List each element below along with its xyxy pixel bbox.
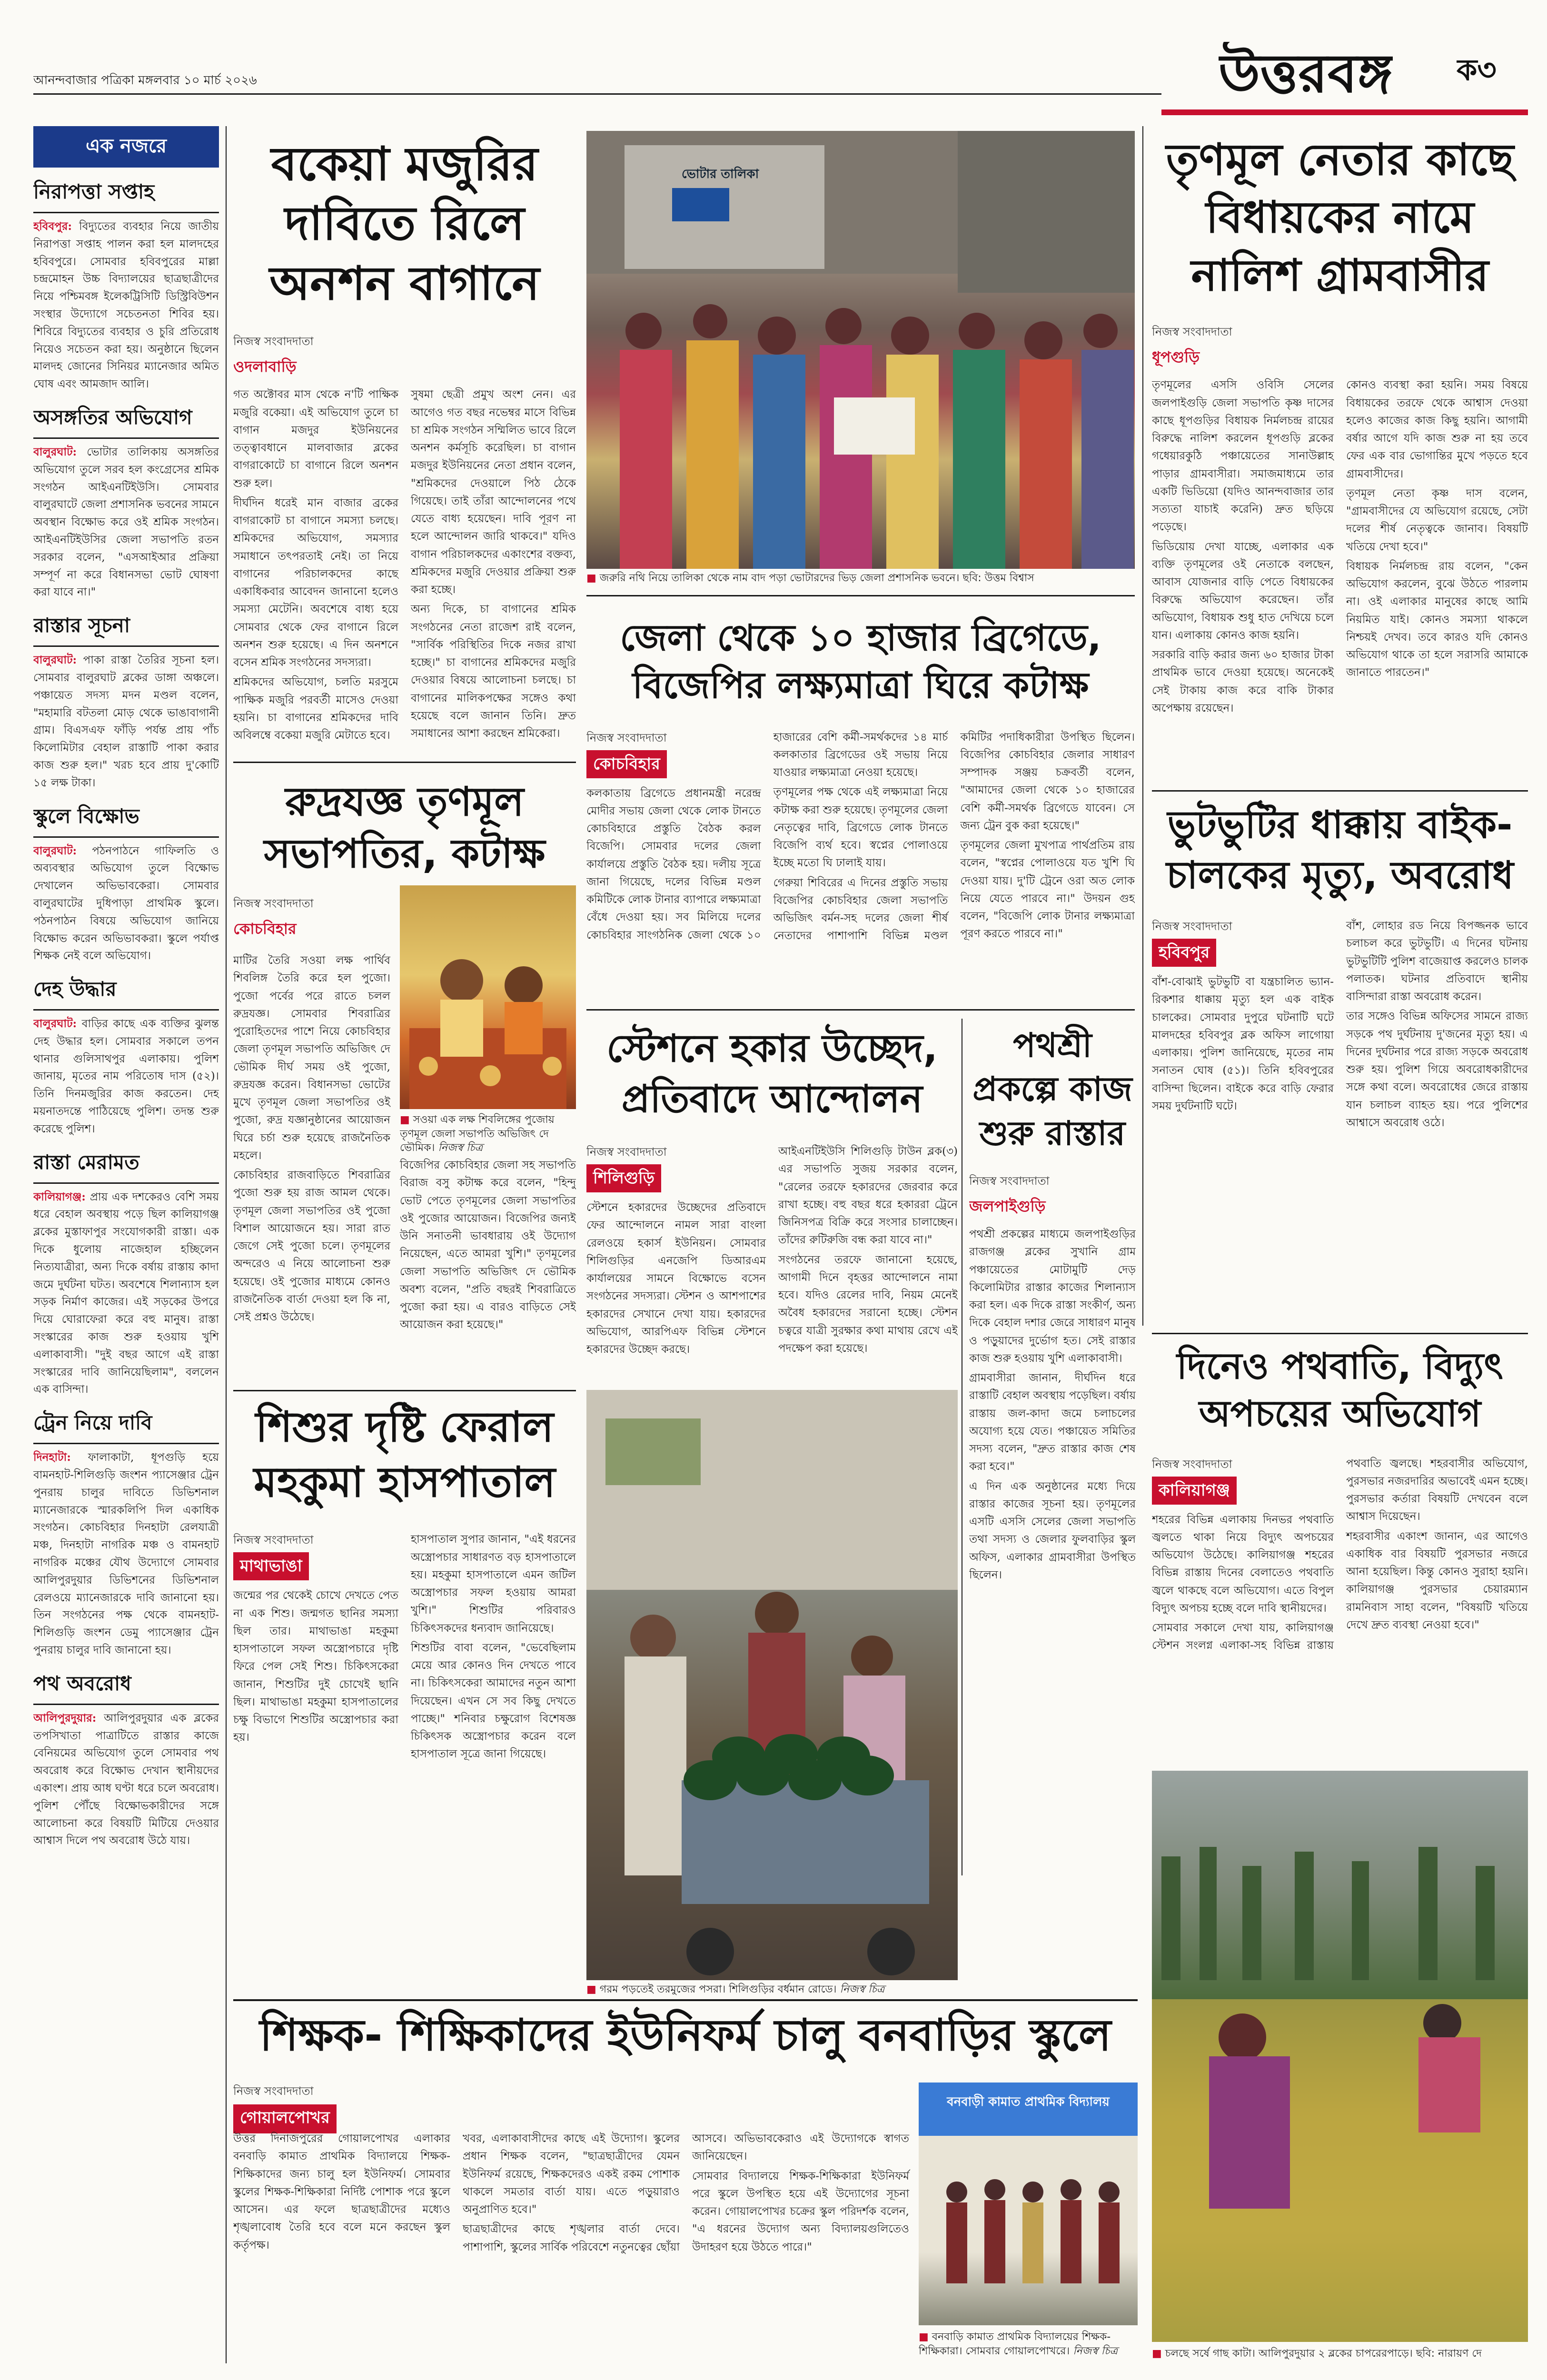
- field-illustration: [1152, 1771, 1528, 2342]
- paragraph: পথশ্রী প্রকল্পের মাধ্যমে জলপাইগুড়ির রাজগঞ্জ ব্লকের সুখানি গ্রাম পঞ্চায়েতের মোটামুটি দেড় কিলোমিটার রাস্তার কাজের শিলান্যাস করা হল। এক দিকে রাস্তা সংকীর্ণ, অন্য দিকে বেহাল দশার জেরে সাধারণ মানুষ ও পড়ুয়াদের দুর্ভোগ হত। সেই রাস্তার কাজ শুরু হওয়ায় খুশি এলাকাবাসী।: [969, 1228, 1136, 1365]
- dateline: গোয়ালপোখর: [233, 2104, 337, 2133]
- photo-shiva-puja: [400, 885, 576, 1109]
- crowd-illustration: [586, 131, 1135, 569]
- brief-location: বালুরঘাট:: [33, 445, 77, 458]
- byline: নিজস্ব সংবাদদাতা: [586, 1145, 667, 1159]
- brief-location: হবিবপুর:: [33, 220, 72, 233]
- section-rule: [233, 1390, 576, 1391]
- brief-item: [33, 973, 219, 1138]
- brief-location: কালিয়াগঞ্জ:: [33, 1190, 86, 1203]
- paragraph: তৃণমূলের জেলা মুখপাত্র পার্থপ্রতিম রায় বলেন, "স্বপ্নের পোলাওয়ে যত খুশি ঘি দেওয়া যায়। দু'টি ট্রেনে ওরা অত লোক নিয়ে যেতে পারবে না।" উদয়ন গুহ বলেন, "বিজেপি লোক টানার লক্ষ্যমাত্রা পূরণ করতে পারবে না।": [960, 839, 1135, 941]
- caption-credit: নিজস্ব চিত্র: [438, 1142, 483, 1154]
- article-body: [586, 1143, 958, 1376]
- brief-text: আলিপুরদুয়ার এক ব্লকের তপসিখাতা পাত্রাটিতে রাস্তার কাজে বেনিয়মের অভিযোগ তুলে সোমবার পথ অবরোধ করে বিক্ষোভ দেখান স্থানীয়দের একাংশ। প্রায় আধ ঘণ্টা ধরে চলে অবরোধ। পুলিশ পৌঁছে বিক্ষোভকারীদের সঙ্গে আলোচনা করে বিষয়টি মিটিয়ে দেওয়ার আশ্বাস দিলে পথ অবরোধ উঠে যায়।: [33, 1712, 219, 1847]
- article-teacher-uniform: [233, 2006, 1138, 2378]
- article-body-right: [400, 1157, 576, 1380]
- article-body: [1152, 377, 1528, 788]
- article-body-left: [233, 952, 390, 1380]
- dateline: হবিবপুর: [1152, 939, 1216, 967]
- photo-caption: ■ চলছে সর্ষে গাছ কাটা। আলিপুরদুয়ার ২ ব্লকের চাপরেরপাড়ে। ছবি: নারায়ণ দে: [1152, 2348, 1482, 2360]
- headline: শিশুর দৃষ্টি ফেরাল মহকুমা হাসপাতাল: [254, 1402, 555, 1507]
- paragraph: কোচবিহার রাজবাড়িতে শিবরাত্রির পুজো শুরু হয় রাজ আমল থেকে। তৃণমূল জেলা সভাপতির ওই পুজো বিশাল আয়োজনে হয়। সারা রাত জেগে সেই পুজো চলে। তৃণমূলের অন্দরেও এ নিয়ে আলোচনা শুরু হয়েছে। ওই পুজোর মাধ্যমে কোনও রাজনৈতিক বার্তা দেওয়া হল কি না, সেই প্রশ্নও উঠেছে।: [233, 1169, 390, 1323]
- headline: রুদ্রযজ্ঞ তৃণমূল সভাপতির, কটাক্ষ: [264, 778, 545, 877]
- headline: পথশ্রী প্রকল্পে কাজ শুরু রাস্তার: [972, 1026, 1132, 1153]
- headline: তৃণমূল নেতার কাছে বিধায়কের নামে নালিশ গ্রামবাসীর: [1166, 134, 1514, 301]
- brief-location: দিনহাটা:: [33, 1451, 71, 1464]
- byline-block: [233, 895, 390, 948]
- caption-text: গরম পড়তেই তরমুজের পসরা। শিলিগুড়ির বর্ধমান রোডে।: [599, 1983, 837, 1995]
- article-body: [969, 1226, 1136, 1844]
- brief-text: ফালাকাটা, ধূপগুড়ি হয়ে বামনহাট-শিলিগুড়ি জংশন প্যাসেঞ্জার ট্রেন পুনরায় চালুর দাবিতে ডিভিশনাল ম্যানেজারকে স্মারকলিপি দিল একাধিক সংগঠন। কোচবিহার দিনহাটা রেলযাত্রী মঞ্চ, দিনহাটা নাগরিক মঞ্চ ও বামনহাট নাগরিক মঞ্চের যৌথ উদ্যোগে সোমবার আলিপুরদুয়ার ডিভিশনের ডিভিশনাল রেলওয়ে ম্যানেজারকে দাবি জানানো হয়। তিন সংগঠনের পক্ষ থেকে বামনহাট-শিলিগুড়ি জংশন ডেমু প্যাসেঞ্জার ট্রেন পুনরায় চালুর দাবি জানানো হয়।: [33, 1451, 219, 1656]
- paragraph: শ্রমিকদের অভিযোগ, চলতি মরসুমে পাক্ষিক মজুরি পরবর্তী মাসেও দেওয়া হয়নি। চা বাগানের শ্রমিকদের দাবি অবিলম্বে বকেয়া মজুরি মেটাতে হবে।: [233, 676, 398, 742]
- headline: স্টেশনে হকার উচ্ছেদ, প্রতিবাদে আন্দোলন: [606, 1026, 938, 1121]
- paragraph: সরকারি বাড়ি করার জন্য ৬০ হাজার টাকা প্রাথমিক ভাবে দেওয়া হয়েছে। অনেকেই সেই টাকায় কাজ করে বাকি টাকার অপেক্ষায় রয়েছেন।: [1152, 649, 1334, 714]
- caption-text: জরুরি নথি নিয়ে তালিকা থেকে নাম বাদ পড়া ভোটারদের ভিড় জেলা প্রশাসনিক ভবনে।: [599, 572, 960, 584]
- paragraph: স্টেশনে হকারদের উচ্ছেদের প্রতিবাদে ফের আন্দোলনে নামল সারা বাংলা রেলওয়ে হকার্স ইউনিয়ন। সোমবার শিলিগুড়ির এনজেপি ডিআরএম কার্যালয়ের সামনে বিক্ষোভে বসেন সংগঠনের সদস্যরা। স্টেশন ও আশপাশের হকারদের সেখানে দেখা যায়। হকারদের অভিযোগ, আরপিএফ বিভিন্ন স্টেশনে হকারদের উচ্ছেদ করছে।: [586, 1201, 766, 1356]
- brief-item: [33, 801, 219, 965]
- paper-date: আনন্দবাজার পত্রিকা মঙ্গলবার ১০ মার্চ ২০২৬: [33, 73, 257, 88]
- paragraph: সুষমা ছেত্রী প্রমুখ অংশ নেন। এর আগেও গত বছর নভেম্বর মাসে বিভিন্ন চা শ্রমিক সংগঠন সম্মিলিত ভাবে রিলে অনশন কর্মসূচি করেছিল। চা বাগান মজদুর ইউনিয়নের নেতা প্রধান বলেন, "শ্রমিকদের দেওয়ালে পিঠ ঠেকে গিয়েছে। তাই তাঁরা আন্দোলনের পথে যেতে বাধ্য হয়েছেন। দাবি পূরণ না হলে আন্দোলন জারি থাকবে।" যদিও বাগান পরিচালকদের একাংশের বক্তব্য, শ্রমিকদের মজুরি দেওয়ার প্রক্রিয়া শুরু করা হচ্ছে।: [411, 388, 576, 596]
- paragraph: খবর, এলাকাবাসীদের কাছে এই উদ্যোগ। স্কুলের প্রধান শিক্ষক বলেন, "ছাত্রছাত্রীদের যেমন ইউনিফর্ম রয়েছে, শিক্ষকদেরও একই রকম পোশাক থাকলে সমতার বার্তা যায়। এতে পড়ুয়ারাও অনুপ্রাণিত হবে।": [463, 2132, 680, 2216]
- brief-text: পাকা রাস্তা তৈরির সূচনা হল। সোমবার বালুরঘাট ব্লকের ডাঙ্গা অঞ্চলে। পঞ্চায়েত সদস্য মদন মণ্ডল বলেন, "মহামারি বটতলা মোড় থেকে ভাঙাবাগানী গ্রাম। বিএসএফ ফাঁড়ি পর্যন্ত প্রায় পাঁচ কিলোমিটার বেহাল রাস্তাটি পাকা করার কাজ শুরু হল।" খরচ হবে প্রায় দু'কোটি ১৫ লক্ষ টাকা।: [33, 654, 219, 789]
- section-title: উত্তরবঙ্গ: [1219, 43, 1393, 105]
- paragraph: আইএনটিইউসি শিলিগুড়ি টাউন ব্লক(৩) এর সভাপতি সুজয় সরকার বলেন, "রেলের তরফে হকারদের জেরবার করে রাখা হচ্ছে। বহু বছর ধরে হকাররা ট্রেনে জিনিসপত্র বিক্রি করে সংসার চালাচ্ছেন। তাঁদের রুটিরুজি বন্ধ করা যাবে না।": [778, 1145, 958, 1247]
- brief-item: [33, 610, 219, 792]
- caption-credit: নিজস্ব চিত্র: [1073, 2345, 1118, 2357]
- article-station-hawkers: [586, 1019, 958, 1380]
- article-hospital: [233, 1399, 576, 1980]
- brief-title: রাস্তার সূচনা: [33, 610, 219, 647]
- section-rule: [586, 595, 1135, 596]
- brief-text: প্রায় এক দশকেরও বেশি সময় ধরে বেহাল অবস্থায় পড়ে ছিল কালিয়াগঞ্জ ব্লকের মুস্তাফাপুর সংযোগকারী রাস্তা। এক দিকে ধুলোয় নাজেহাল হচ্ছিলেন নিত্যযাত্রীরা, অন্য দিকে বর্ষায় রাস্তায় কাদা জমে দুর্ঘটনা ঘটত। অবশেষে শিলান্যাস হল সড়ক নির্মাণ কাজের। এই সড়কের উপরে দিয়ে ঘোরাফেরা করে বহু মানুষ। রাস্তা সংস্কারের কাজ শুরু হওয়ায় খুশি এলাকাবাসী। "দুই বছর আগে এই রাস্তা সংস্কারের দাবি জানিয়েছিলাম", বললেন এক বাসিন্দা।: [33, 1190, 219, 1396]
- section-rule: [1152, 790, 1528, 792]
- headline: বকেয়া মজুরির দাবিতে রিলে অনশন বাগানে: [269, 137, 540, 311]
- article-tea-garden: [233, 131, 576, 759]
- brief-text: বাড়ির কাছে এক ব্যক্তির ঝুলন্ত দেহ উদ্ধার হল। সোমবার সকালে তপন থানার গুলিসাথপুর এলাকায়। পুলিশ জানায়, মৃতের নাম পরিতোষ দাস (৫২)। তিনি দিনমজুরির কাজ করতেন। দেহ ময়নাতদন্তে পাঠিয়েছে পুলিশ। তদন্ত শুরু করেছে পুলিশ।: [33, 1018, 219, 1135]
- photo-voter-queue: [586, 131, 1135, 569]
- brief-title: পথ অবরোধ: [33, 1668, 219, 1705]
- brief-location: বালুরঘাট:: [33, 1017, 77, 1031]
- section-rule: [1152, 1333, 1528, 1334]
- brief-item: [33, 1147, 219, 1399]
- dateline: শিলিগুড়ি: [586, 1164, 661, 1192]
- byline: নিজস্ব সংবাদদাতা: [1152, 920, 1232, 933]
- paragraph: শহরের বিভিন্ন এলাকায় দিনভর পথবাতি জ্বলতে থাকা নিয়ে বিদ্যুৎ অপচয়ের অভিযোগ উঠেছে। কালিয়াগঞ্জ শহরের বিভিন্ন রাস্তায় দিনের বেলাতেও পথবাতি জ্বলে থাকছে বলে অভিযোগ। এতে বিপুল বিদ্যুৎ অপচয় হচ্ছে বলে দাবি স্থানীয়দের।: [1152, 1513, 1334, 1615]
- caption-credit: ছবি: নারায়ণ দে: [1416, 2348, 1482, 2360]
- paragraph: ভিডিয়োয় দেখা যাচ্ছে, এলাকার এক ব্যক্তি তৃণমূলের ওই নেতাকে বলছেন, আবাস যোজনার বাড়ি পেতে বিধায়কের বিরুদ্ধে অভিযোগ করেছেন। তাঁর অভিযোগ, বিধায়ক শুধু হাত দেখিয়ে চলে যান। এলাকায় কোনও কাজ হয়নি।: [1152, 540, 1334, 642]
- dateline: ধূপগুড়ি: [1152, 348, 1200, 367]
- page-number: ক৩: [1457, 52, 1497, 87]
- paragraph: ছাত্রছাত্রীদের কাছে শৃঙ্খলার বার্তা দেবে। পাশাপাশি, স্কুলের সার্বিক পরিবেশে নতুনত্বের ছোঁয়া আসবে। অভিভাবকেরাও এই উদ্যোগকে স্বাগত জানিয়েছেন।: [463, 2132, 909, 2253]
- article-body: [1152, 917, 1528, 1312]
- brief-title: দেহ উদ্ধার: [33, 973, 219, 1011]
- article-body: [233, 2130, 909, 2378]
- paragraph: এ দিন এক অনুষ্ঠানের মধ্যে দিয়ে রাস্তার কাজের সূচনা হয়। তৃণমূলের এসটি এসসি সেলের জেলা সভাপতি তথা সদস্য ও জেলার ফুলবাড়ির স্কুল অফিস, এলাকার গ্রামবাসীরা উপস্থিত ছিলেন।: [969, 1480, 1136, 1581]
- byline: নিজস্ব সংবাদদাতা: [1152, 1457, 1232, 1471]
- caption-text: বনবাড়ি কামাত প্রাথমিক বিদ্যালয়ের শিক্ষক-শিক্ষিকারা। সোমবার গোয়ালপোখরে।: [919, 2331, 1111, 2357]
- photo-caption: ■ জরুরি নথি নিয়ে তালিকা থেকে নাম বাদ পড়া ভোটারদের ভিড় জেলা প্রশাসনিক ভবনে। ছবি: উত্তম বিশ্বাস: [586, 572, 1034, 584]
- masthead-red-bar: [1161, 109, 1528, 115]
- article-rudrajagna: [233, 771, 576, 1380]
- paragraph: কোনও ব্যবস্থা করা হয়নি। সময় বিষয়ে বিধায়কের তরফে থেকে আশ্বাস দেওয়া হলেও কাজের কাজ কিছু হয়নি। আগামী বর্ষার আগে যদি কাজ শুরু না হয় তবে ফের এক বার ভোগান্তির মুখে পড়তে হবে গ্রামবাসীদের।: [1346, 379, 1528, 480]
- photo-caption: ■ সওয়া এক লক্ষ শিবলিঙ্গের পুজোয় তৃণমূল জেলা সভাপতি অভিজিৎ দে ভৌমিক। নিজস্ব চিত্র: [400, 1114, 555, 1154]
- brief-item: [33, 1407, 219, 1659]
- brief-item: [33, 1668, 219, 1850]
- brief-text: বিদ্যুতের ব্যবহার নিয়ে জাতীয় নিরাপত্তা সপ্তাহ পালন করা হল মালদহের হবিবপুরে। সোমবার হবিবপুরের মাল্লা চন্দ্রমোহন উচ্চ বিদ্যালয়ের ছাত্রছাত্রীদের নিয়ে পশ্চিমবঙ্গ ইলেকট্রিসিটি ডিস্ট্রিবিউশন সংস্থার উদ্যোগে সচেতনতা শিবির হয়। শিবিরে বিদ্যুতের ব্যবহার ও চুরি প্রতিরোধ নিয়েও সচেতন করা হয়। অনুষ্ঠানে ছিলেন মালদহ জোনের সিনিয়র ম্যানেজার অমিত ঘোষ এবং আমজাদ আলি।: [33, 220, 219, 391]
- caption-text: চলছে সর্ষে গাছ কাটা। আলিপুরদুয়ার ২ ব্লকের চাপরেরপাড়ে।: [1165, 2348, 1413, 2360]
- puja-illustration: [400, 885, 576, 1109]
- paragraph: গ্রামবাসীরা জানান, দীর্ঘদিন ধরে রাস্তাটি বেহাল অবস্থায় পড়েছিল। বর্ষায় রাস্তায় জল-কাদা জমে চলাচলের অযোগ্য হয়ে যেত। পঞ্চায়েত সমিতির সদস্য বলেন, "দ্রুত রাস্তার কাজ শেষ করা হবে।": [969, 1372, 1136, 1473]
- byline: নিজস্ব সংবাদদাতা: [233, 897, 314, 910]
- teachers-illustration: [919, 2082, 1138, 2325]
- paragraph: বিজেপির কোচবিহার জেলা সহ সভাপতি বিরাজ বসু কটাক্ষ করে বলেন, "হিন্দু ভোট পেতে তৃণমূলের জেলা সভাপতির ওই পুজোর আয়োজন। বিজেপির জন্যই উনি সনাতনী ভাবধারায় ওই উদ্যোগ নিয়েছেন, এতে আমরা খুশি।" তৃণমূলের জেলা সভাপতি অভিজিৎ দে ভৌমিক অবশ্য বলেন, "প্রতি বছরই শিবরাত্রিতে পুজো করা হয়। এ বারও বাড়িতে সেই আয়োজন করা হয়েছে।": [400, 1159, 576, 1331]
- article-tmc-complaint: [1152, 131, 1528, 788]
- caption-text: সওয়া এক লক্ষ শিবলিঙ্গের পুজোয় তৃণমূল জেলা সভাপতি অভিজিৎ দে ভৌমিক।: [400, 1114, 555, 1154]
- brief-location: বালুরঘাট:: [33, 654, 77, 667]
- dateline: কোচবিহার: [233, 920, 297, 938]
- byline: নিজস্ব সংবাদদাতা: [233, 1533, 314, 1547]
- dateline: জলপাইগুড়ি: [969, 1197, 1046, 1216]
- paragraph: বাঁশ, লোহার রড নিয়ে বিপজ্জনক ভাবে চলাচল করে ভুটভুটি। এ দিনের ঘটনায় ভুটভুটিটি পুলিশ বাজেয়াপ্ত করলেও চালক পলাতক। ঘটনার প্রতিবাদে স্থানীয় বাসিন্দারা রাস্তা অবরোধ করেন।: [1346, 920, 1528, 1003]
- brief-item: [33, 176, 219, 393]
- paragraph: তৃণমূলের পক্ষ থেকে এই লক্ষ্যমাত্রা নিয়ে কটাক্ষ করা শুরু হয়েছে। তৃণমূলের জেলা নেতৃত্বের দাবি, ব্রিগেডে লোক টানতে বিজেপি ব্যর্থ হবে। স্বপ্নের পোলাওয়ে ইচ্ছে মতো ঘি ঢালাই যায়।: [773, 786, 948, 870]
- article-pathashree: [969, 1023, 1136, 1871]
- school-sign: বনবাড়ী কামাত প্রাথমিক বিদ্যালয়: [947, 2095, 1110, 2109]
- photo-sign-text: ভোটার তালিকা: [682, 167, 759, 181]
- dateline: মাথাভাঙা: [233, 1552, 309, 1580]
- article-body: [586, 729, 1135, 1000]
- column-rule: [226, 126, 227, 2363]
- stall-illustration: [586, 1390, 958, 1980]
- sidebar-header: এক নজরে: [33, 126, 219, 168]
- brief-text: ভোটার তালিকায় অসঙ্গতির অভিযোগ তুলে সরব হল কংগ্রেসের শ্রমিক সংগঠন আইএনটিইউসি। সোমবার বালুরঘাটে জেলা প্রশাসনিক ভবনের সামনে অবস্থান বিক্ষোভ করে ওই শ্রমিক সংগঠন। আইএনটিইউসির জেলা সভাপতি রতন সরকার বলেন, "এসআইআর প্রক্রিয়া সম্পূর্ণ না করে বিধানসভা ভোট ঘোষণা করা যাবে না।": [33, 446, 219, 599]
- brief-text: পঠনপাঠনে গাফিলতি ও অব্যবস্থার অভিযোগ তুলে বিক্ষোভ দেখালেন অভিভাবকেরা। সোমবার বালুরঘাটের দুধিপাড়া প্রাথমিক স্কুলে। পঠনপাঠন বিষয়ে অভিযোগ জানিয়ে বিক্ষোভ করেন অভিভাবকরা। স্কুলে পর্যাপ্ত শিক্ষক নেই বলে অভিযোগ।: [33, 844, 219, 962]
- photo-mustard-harvest: [1152, 1771, 1528, 2342]
- headline: দিনেও পথবাতি, বিদ্যুৎ অপচয়ের অভিযোগ: [1177, 1345, 1503, 1435]
- paragraph: তৃণমূল নেতা কৃষ্ণ দাস বলেন, "গ্রামবাসীদের যে অভিযোগ রয়েছে, সেটা দলের শীর্ষ নেতৃত্বকে জানাব। বিষয়টি খতিয়ে দেখা হবে।": [1346, 487, 1528, 553]
- byline: নিজস্ব সংবাদদাতা: [233, 2084, 314, 2098]
- paragraph: গেরুয়া শিবিরের এ দিনের প্রস্তুতি সভায় বিজেপির কোচবিহার জেলা সভাপতি অভিজিৎ বর্মন-সহ দলের জেলা শীর্ষ নেতাদের পাশাপাশি বিভিন্ন মণ্ডল কমিটির পদাধিকারীরা উপস্থিত ছিলেন। বিজেপির কোচবিহার জেলার সাধারণ সম্পাদক সঞ্জয় চক্রবর্তী বলেন, "আমাদের জেলা থেকে ১০ হাজারের বেশি কর্মী-সমর্থক ব্রিগেডে যাবেন। সে জন্য ট্রেন বুক করা হয়েছে।": [773, 731, 1135, 942]
- byline: নিজস্ব সংবাদদাতা: [233, 335, 314, 348]
- article-body: [1152, 1455, 1528, 1750]
- section-rule: [586, 1009, 1135, 1011]
- column-rule: [1142, 126, 1143, 1326]
- brief-title: অসঙ্গতির অভিযোগ: [33, 402, 219, 439]
- paragraph: শহরবাসীর একাংশ জানান, এর আগেও একাধিক বার বিষয়টি পুরসভার নজরে আনা হয়েছিল। কিন্তু কোনও সুরাহা হয়নি। কালিয়াগঞ্জ পুরসভার চেয়ারম্যান রামনিবাস সাহা বলেন, "বিষয়টি খতিয়ে দেখে দ্রুত ব্যবস্থা নেওয়া হবে।": [1346, 1530, 1528, 1631]
- paragraph: বিধায়ক নির্মলচন্দ্র রায় বলেন, "কেন অভিযোগ করলেন, বুঝে উঠতে পারলাম না। ওই এলাকার মানুষের কাছে আমি নিয়মিত যাই। কোনও সমস্যা থাকলে নিশ্চয়ই দেখব। তবে কারও যদি কোনও অভিযোগ থাকে তা হলে সরাসরি আমাকে জানাতে পারতেন।": [1346, 560, 1528, 679]
- article-street-lights: [1152, 1342, 1528, 1761]
- paragraph: জন্মের পর থেকেই চোখে দেখতে পেত না এক শিশু। জন্মগত ছানির সমস্যা ছিল তার। মাথাভাঙা মহকুমা হাসপাতালে সফল অস্ত্রোপচারে দৃষ্টি ফিরে পেল সেই শিশু। চিকিৎসকেরা জানান, শিশুটির দুই চোখেই ছানি ছিল। মাথাভাঙা মহকুমা হাসপাতালের চক্ষু বিভাগে শিশুটির অস্ত্রোপচার করা হয়।: [233, 1589, 398, 1744]
- paragraph: তৃণমূলের এসসি ওবিসি সেলের জলপাইগুড়ি জেলা সভাপতি কৃষ্ণ দাসের কাছে ধূপগুড়ির বিধায়ক নির্মলচন্দ্র রায়ের বিরুদ্ধে নালিশ করলেন ধূপগুড়ি ব্লকের গধেয়ারকুঠি পঞ্চায়েতের সানাউল্লাহ পাড়ার গ্রামবাসীরা। সমাজমাধ্যমে তার একটি ভিডিয়ো (যদিও আনন্দবাজার তার সত্যতা যাচাই করেনি) দ্রুত ছড়িয়ে পড়েছে।: [1152, 379, 1334, 534]
- brief-location: আলিপুরদুয়ার:: [33, 1711, 97, 1725]
- byline: নিজস্ব সংবাদদাতা: [1152, 325, 1232, 339]
- caption-credit: ছবি: উত্তম বিশ্বাস: [962, 572, 1034, 584]
- paragraph: মাটির তৈরি সওয়া লক্ষ পার্থিব শিবলিঙ্গ তৈরি করে হল পুজো। পুজো পর্বের পরে রাতে চলল রুদ্রযজ্ঞ। সোমবার শিবরাত্রির পুরোহিতদের পাশে নিয়ে কোচবিহার জেলা তৃণমূল সভাপতি অভিজিৎ দে ভৌমিক দীর্ঘ সময় ওই পুজো, রুদ্রযজ্ঞ করেন। বিধানসভা ভোটের মুখে তৃণমূল জেলা সভাপতির ওই পুজো, রুদ্র যজ্ঞানুষ্ঠানের আয়োজন ঘিরে চর্চা শুরু হয়েছে রাজনৈতিক মহলে।: [233, 954, 390, 1162]
- dateline: কালিয়াগঞ্জ: [1152, 1477, 1237, 1505]
- paragraph: কলকাতায় ব্রিগেডে প্রধানমন্ত্রী নরেন্দ্র মোদীর সভায় জেলা থেকে লোক টানতে কোচবিহারে প্রস্তুতি বৈঠক করল বিজেপি। সোমবার দলের জেলা কার্যালয়ে প্রস্তুতি বৈঠক হয়। দলীয় সূত্রে জানা গিয়েছে, দলের বিভিন্ন মণ্ডল কমিটিকে লোক টানার ব্যাপারে লক্ষ্যমাত্রা বেঁধে দেওয়া হয়। সব মিলিয়ে দলের কোচবিহার সাংগঠনিক জেলা থেকে ১০ হাজারের বেশি কর্মী-সমর্থকদের ১৪ মার্চ কলকাতার ব্রিগেডের ওই সভায় নিয়ে যাওয়ার লক্ষ্যমাত্রা নেওয়া হয়েছে।: [586, 731, 948, 942]
- masthead: [0, 0, 1547, 119]
- brief-title: রাস্তা মেরামত: [33, 1147, 219, 1184]
- paragraph: গত অক্টোবর মাস থেকে ন'টি পাক্ষিক মজুরি বকেয়া। এই অভিযোগ তুলে চা বাগান মজদুর ইউনিয়নের তত্ত্বাবধানে মালবাজার ব্লকের বাগরাকোটে চা বাগানে রিলে অনশন শুরু হল।: [233, 388, 398, 490]
- sidebar-briefs: [33, 126, 219, 2373]
- article-body: [233, 386, 576, 748]
- paragraph: বাঁশ-বোঝাই ভুটভুটি বা যন্ত্রচালিত ভ্যান-রিকশার ধাক্কায় মৃত্যু হল এক বাইক চালকের। সোমবার দুপুরে ঘটনাটি ঘটে মালদহের হবিবপুর ব্লক অফিস লাগোয়া এলাকায়। পুলিশ জানিয়েছে, মৃতের নাম সনাতন ঘোষ (৫১)। তিনি হবিবপুরের বাসিন্দা ছিলেন। বাইকে করে বাড়ি ফেরার সময় দুর্ঘটনাটি ঘটে।: [1152, 976, 1334, 1112]
- brief-title: ট্রেন নিয়ে দাবি: [33, 1407, 219, 1444]
- section-rule: [233, 762, 576, 763]
- paragraph: শিশুটির বাবা বলেন, "ভেবেছিলাম মেয়ে আর কোনও দিন দেখতে পাবে না। চিকিৎসকেরা আমাদের নতুন আশা দিয়েছেন। এখন সে সব কিছু দেখতে পাচ্ছে।" শনিবার চক্ষুরোগ বিশেষজ্ঞ চিকিৎসক অস্ত্রোপচার করেন বলে হাসপাতাল সূত্রে জানা গিয়েছে।: [411, 1641, 576, 1761]
- headline: শিক্ষক- শিক্ষিকাদের ইউনিফর্ম চালু বনবাড়ির স্কুলে: [259, 2010, 1111, 2061]
- article-bjp-brigade: [586, 605, 1135, 1004]
- dateline: কোচবিহার: [586, 750, 667, 778]
- byline: নিজস্ব সংবাদদাতা: [586, 731, 667, 744]
- headline: ভুটভুটির ধাক্কায় বাইক-চালকের মৃত্যু, অবরোধ: [1166, 803, 1514, 897]
- paragraph: হাসপাতাল সুপার জানান, "এই ধরনের অস্ত্রোপচার সাধারণত বড় হাসপাতালে হয়। মহকুমা হাসপাতালে এমন জটিল অস্ত্রোপচার সফল হওয়ায় আমরা খুশি।" শিশুটির পরিবারও চিকিৎসকদের ধন্যবাদ জানিয়েছে।: [411, 1533, 576, 1635]
- brief-title: নিরাপত্তা সপ্তাহ: [33, 176, 219, 213]
- paragraph: সোমবার বিদ্যালয়ে শিক্ষক-শিক্ষিকারা ইউনিফর্ম পরে স্কুলে উপস্থিত হয়ে এই উদ্যোগের সূচনা করেন। গোয়ালপোখর চক্রের স্কুল পরিদর্শক বলেন, "এ ধরনের উদ্যোগ অন্য বিদ্যালয়গুলিতেও উদাহরণ হয়ে উঠতে পারে।": [692, 2170, 909, 2253]
- dateline: ওদলাবাড়ি: [233, 357, 297, 376]
- paragraph: উত্তর দিনাজপুরের গোয়ালপোখর এলাকার বনবাড়ি কামাত প্রাথমিক বিদ্যালয়ে শিক্ষক-শিক্ষিকাদের জন্য চালু হল ইউনিফর্ম। সোমবার স্কুলের শিক্ষক-শিক্ষিকারা নির্দিষ্ট পোশাক পরে স্কুলে আসেন। এর ফলে ছাত্রছাত্রীদের মধ্যেও শৃঙ্খলাবোধ তৈরি হবে বলে মনে করছেন স্কুল কর্তৃপক্ষ।: [233, 2132, 450, 2251]
- headline: জেলা থেকে ১০ হাজার ব্রিগেডে, বিজেপির লক্ষ্যমাত্রা ঘিরে কটাক্ষ: [620, 616, 1101, 707]
- paragraph: সোমবার সকালে দেখা যায়, কালিয়াগঞ্জ স্টেশন সংলগ্ন এলাকা-সহ বিভিন্ন রাস্তায় পথবাতি জ্বলছে। শহরবাসীর অভিযোগ, পুরসভার নজরদারির অভাবেই এমন হচ্ছে। পুরসভার কর্তারা বিষয়টি দেখবেন বলে আশ্বাস দিয়েছেন।: [1152, 1457, 1528, 1652]
- caption-credit: নিজস্ব চিত্র: [840, 1983, 885, 1995]
- brief-location: বালুরঘাট:: [33, 844, 77, 857]
- paragraph: দীর্ঘদিন ধরেই মান বাজার ব্রকের বাগরাকোট চা বাগানে সমস্যা চলছে। শ্রমিকদের অভিযোগ, সমস্যার সমাধানে তৎপরতাই নেই। তা নিয়ে বাগানের পরিচালকদের কাছে একাধিকবার আবেদন জানানো হলেও সমস্যা মেটেনি। অবশেষে বাধ্য হয়ে সোমবার থেকে ফের বাগানে রিলে অনশন শুরু হয়েছে। এ দিন অনশনে বসেন শ্রমিক সংগঠনের সদস্যরা।: [233, 496, 398, 669]
- photo-watermelon-stall: [586, 1390, 958, 1980]
- article-body: [233, 1531, 576, 1973]
- section-rule: [233, 1999, 1138, 2001]
- brief-item: [33, 402, 219, 601]
- paragraph: অন্য দিকে, চা বাগানের শ্রমিক সংগঠনের নেতা রাজেশ রাই বলেন, "সার্বিক পরিস্থিতির দিকে নজর রাখা হচ্ছে।" চা বাগানের শ্রমিকদের মজুরি দেওয়ার বিষয়ে আলোচনা চলছে। চা বাগানের মালিকপক্ষের সঙ্গেও কথা হয়েছে বলে জানান তিনি। দ্রুত সমাধানের আশা করছেন শ্রমিকেরা।: [411, 603, 576, 740]
- photo-caption: ■ গরম পড়তেই তরমুজের পসরা। শিলিগুড়ির বর্ধমান রোডে। নিজস্ব চিত্র: [586, 1983, 885, 1995]
- photo-school-teachers: [919, 2082, 1138, 2325]
- paragraph: সংগঠনের তরফে জানানো হয়েছে, আগামী দিনে বৃহত্তর আন্দোলনে নামা হবে। যদিও রেলের দাবি, নিয়ম মেনেই অবৈধ হকারদের সরানো হচ্ছে। স্টেশন চত্বরে যাত্রী সুরক্ষার কথা মাথায় রেখে এই পদক্ষেপ করা হয়েছে।: [778, 1253, 958, 1355]
- masthead-rule: [33, 93, 1161, 95]
- photo-caption: ■ বনবাড়ি কামাত প্রাথমিক বিদ্যালয়ের শিক্ষক-শিক্ষিকারা। সোমবার গোয়ালপোখরে। নিজস্ব চিত্র: [919, 2331, 1118, 2357]
- article-bike-accident: [1152, 800, 1528, 1328]
- byline: নিজস্ব সংবাদদাতা: [969, 1174, 1050, 1188]
- paragraph: তার সঙ্গেও বিভিন্ন অফিসের সামনে রাজ্য সড়কে পথ দুর্ঘটনায় দু'জনের মৃত্যু হয়। এ দিনের দুর্ঘটনার পরে রাজ্য সড়কে অবরোধ শুরু হয়। পুলিশ গিয়ে অবরোধকারীদের সঙ্গে কথা বলে। অবরোধের জেরে রাস্তায় যান চলাচল ব্যাহত হয়। পরে পুলিশের আশ্বাসে অবরোধ ওঠে।: [1346, 1010, 1528, 1129]
- brief-title: স্কুলে বিক্ষোভ: [33, 801, 219, 838]
